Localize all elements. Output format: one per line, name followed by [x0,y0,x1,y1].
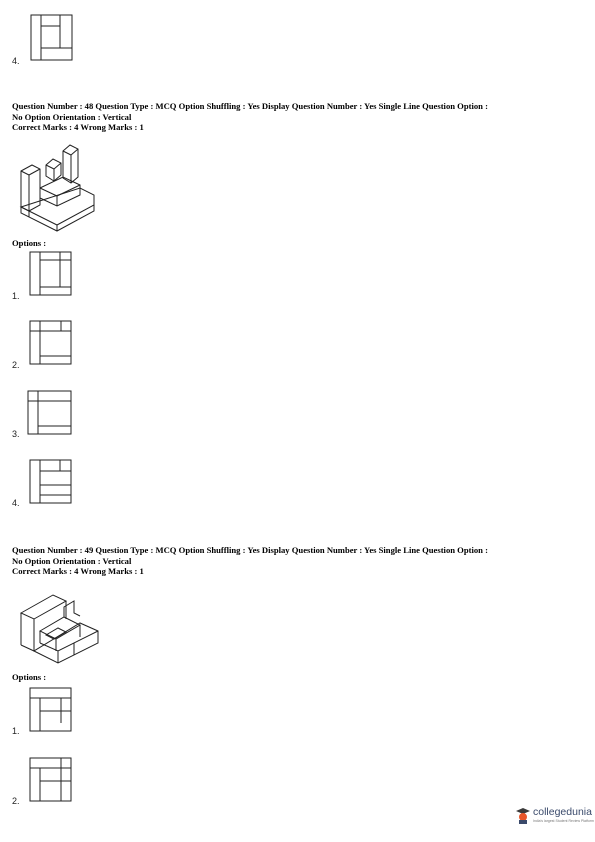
q48-option-2-figure[interactable] [29,320,73,366]
q49-option-2-number: 2. [12,796,20,806]
prev-option-4-number: 4. [12,56,20,66]
q48-isometric-figure [18,143,98,233]
q48-option-1-figure[interactable] [29,251,73,297]
q49-options-label: Options : [12,672,47,682]
q49-header-line1: Question Number : 49 Question Type : MCQ Option Shuffling : Yes Display Question Number : Yes Single Line Question Option : [12,545,488,555]
q48-options-label: Options : [12,238,47,248]
q49-isometric-figure [18,583,100,665]
q48-option-4-number: 4. [12,498,20,508]
q49-marks: Correct Marks : 4 Wrong Marks : 1 [12,566,144,576]
q48-header [12,101,587,133]
collegedunia-logo [515,805,594,831]
q49-header-line2: No Option Orientation : Vertical [12,555,132,566]
q48-option-1-number: 1. [12,291,20,301]
graduate-icon [515,807,531,825]
q48-header-line2: No Option Orientation : Vertical [12,111,132,122]
logo-tagline: India's largest Student Review Platform [533,819,594,823]
q48-marks: Correct Marks : 4 Wrong Marks : 1 [12,122,144,132]
logo-brand-text: collegedunia [533,806,592,818]
q49-option-1-figure[interactable] [29,687,73,733]
prev-option-4-figure [30,14,74,62]
q49-header [12,545,587,577]
q48-option-3-figure[interactable] [27,390,73,436]
q48-option-3-number: 3. [12,429,20,439]
q48-header-line1: Question Number : 48 Question Type : MCQ Option Shuffling : Yes Display Question Number : Yes Single Line Question Option : [12,101,488,111]
q48-option-2-number: 2. [12,360,20,370]
q49-option-2-figure[interactable] [29,757,73,803]
q48-option-4-figure[interactable] [29,459,73,505]
q49-option-1-number: 1. [12,726,20,736]
